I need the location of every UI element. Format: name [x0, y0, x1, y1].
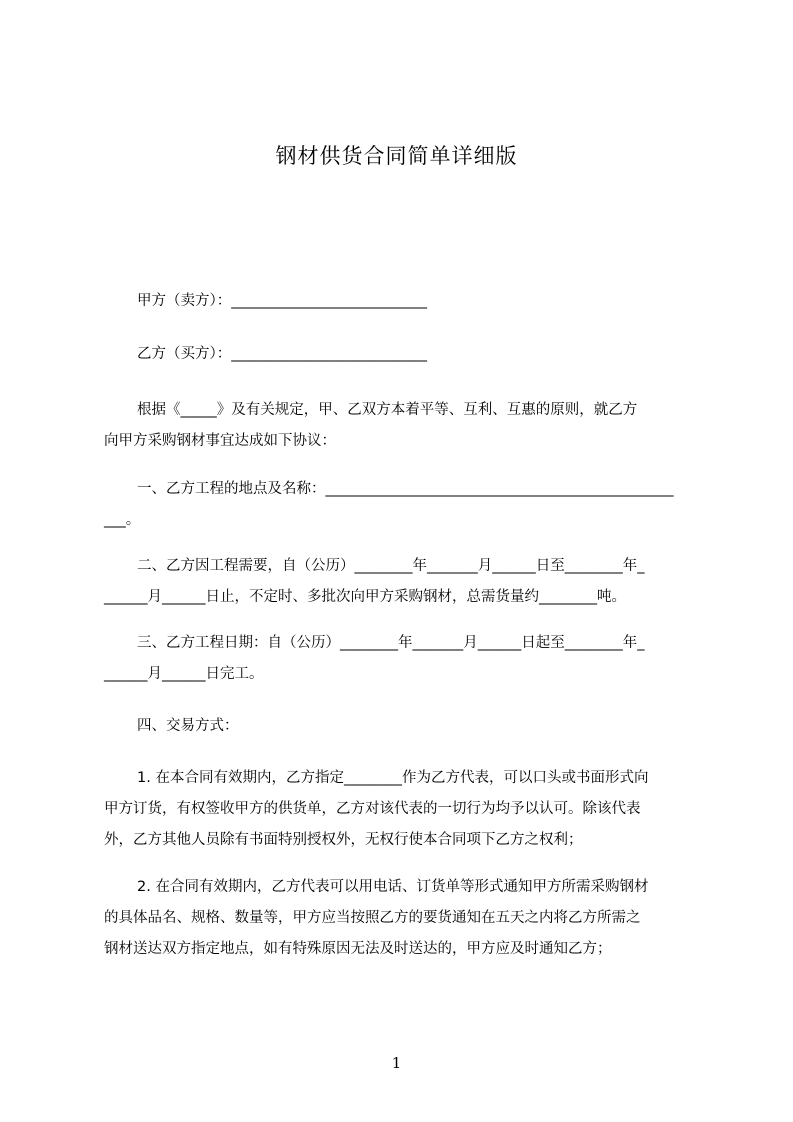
law-name-blank: _____: [180, 402, 217, 418]
clause-3: [104, 628, 702, 690]
page-number: 1: [391, 1054, 402, 1072]
clause-2-line-2: ______月______日止，不定时、多批次向甲方采购钢材，总需货量约________吨。: [104, 589, 626, 605]
item-1: [104, 763, 702, 856]
preamble-line-2: 向甲方采购钢材事宜达成如下协议：: [104, 433, 336, 449]
party-b-blank: ___________________________: [231, 346, 427, 362]
preamble-line-1: 根据《_____》及有关规定，甲、乙双方本着平等、互利、互惠的原则，就乙方: [137, 402, 638, 418]
item-2: [104, 872, 702, 965]
clause-4-heading: 四、交易方式：: [137, 718, 239, 734]
clause-1-line-1: 一、乙方工程的地点及名称：________________________________________________: [137, 481, 674, 497]
party-b-label: 乙方（买方）：: [137, 346, 232, 362]
item-1-line-2: 甲方订货，有权签收甲方的供货单，乙方对该代表的一切行为均予以认可。除该代表: [104, 801, 641, 817]
party-a-line: [104, 286, 702, 317]
clause-3-line-2: ______月______日完工。: [104, 666, 264, 682]
clause-3-line-1: 三、乙方工程日期：自（公历）________年_______月______日起至________年_: [137, 635, 645, 651]
clause-2: [104, 551, 702, 613]
party-b-line: [104, 339, 702, 370]
item-2-line-3: 钢材送达双方指定地点，如有特殊原因无法及时送达的，甲方应及时通知乙方；: [104, 941, 612, 957]
item-2-line-1: 2. 在合同有效期内，乙方代表可以用电话、订货单等形式通知甲方所需采购钢材: [137, 879, 649, 895]
party-a-blank: ___________________________: [231, 293, 427, 309]
clause-1-line-2: ___。: [104, 512, 141, 528]
clause-1: [104, 474, 702, 536]
item-1-line-1: 1. 在本合同有效期内，乙方指定________作为乙方代表，可以口头或书面形式向: [137, 770, 649, 786]
project-location-blank: ________________________________________________: [325, 481, 674, 497]
document-title: 钢材供货合同简单详细版: [275, 144, 518, 168]
party-a-label: 甲方（卖方）：: [137, 293, 232, 309]
item-2-line-2: 的具体品名、规格、数量等，甲方应当按照乙方的要货通知在五天之内将乙方所需之: [104, 910, 641, 926]
item-1-line-3: 外，乙方其他人员除有书面特别授权外，无权行使本合同项下乙方之权利；: [104, 832, 583, 848]
clause-2-line-1: 二、乙方因工程需要，自（公历）________年_______月______日至________年_: [137, 558, 645, 574]
preamble-paragraph: [104, 395, 702, 457]
